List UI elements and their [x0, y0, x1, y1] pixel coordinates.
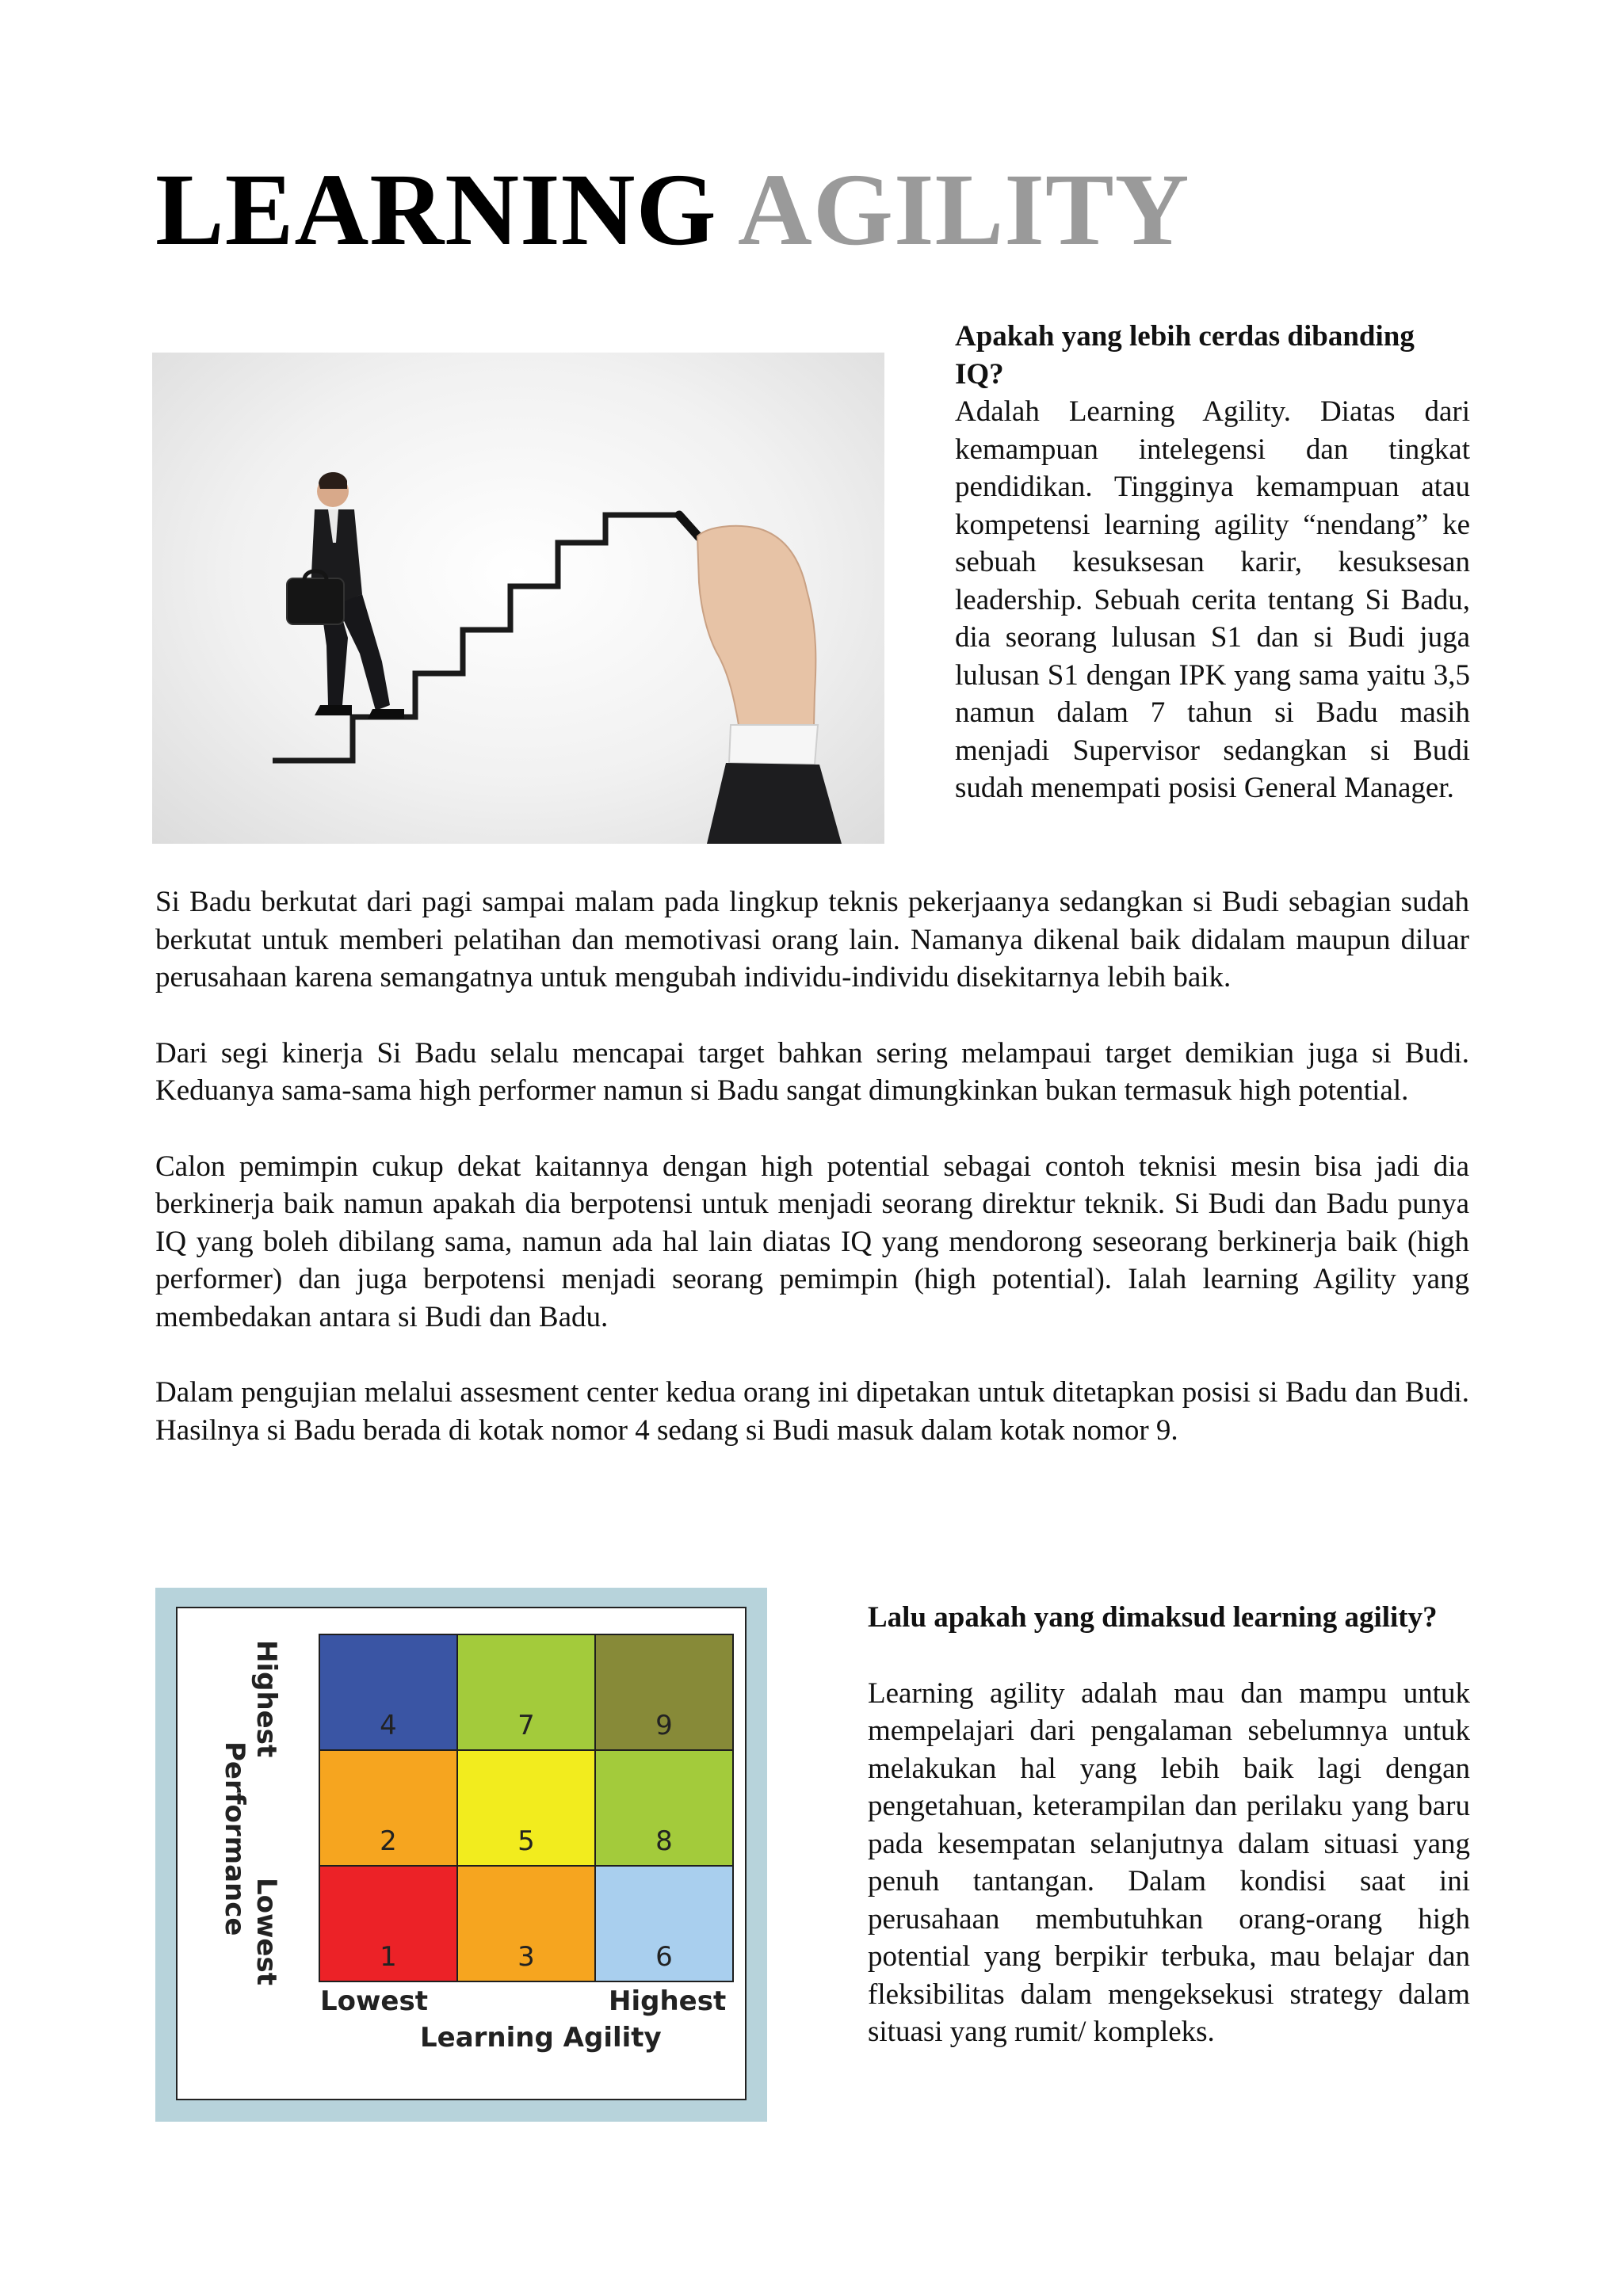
matrix-cell: 3	[456, 1865, 596, 1982]
paragraph-1: Si Badu berkutat dari pagi sampai malam pada lingkup teknis pekerjaanya sedangkan si Budi sebagian sudah berkutat untuk memberi pelatihan dan memotivasi orang lain. Namanya dikenal baik didalam maupun diluar perusahaan karena semangatnya untuk mengubah individu-individu disekitarnya lebih baik.	[155, 886, 1469, 994]
intro-section	[955, 318, 1470, 807]
x-axis-low-label: Lowest	[320, 1985, 428, 2017]
nine-box-matrix-figure	[155, 1588, 767, 2122]
x-axis-high-label: Highest	[609, 1985, 727, 2017]
matrix-cell: 7	[456, 1634, 596, 1751]
body-paragraphs	[155, 883, 1469, 1449]
definition-section	[868, 1599, 1470, 2051]
matrix-cell: 4	[319, 1634, 458, 1751]
page-title	[155, 153, 1190, 267]
intro-body: Adalah Learning Agility. Diatas dari kemampuan intelegensi dan tingkat pendidikan. Tingginya kemampuan atau kompetensi learning agility “nendang” ke sebuah kesuksesan karir, kesuksesan leadership. Sebuah cerita tentang Si Badu, dia seorang lulusan S1 dan si Budi juga lulusan S1 dengan IPK yang sama yaitu 3,5 namun dalam 7 tahun si Badu masih menjadi Supervisor sedangkan si Budi sudah menempati posisi General Manager.	[955, 395, 1470, 804]
definition-body: Learning agility adalah mau dan mampu untuk mempelajari dari pengalaman sebelumnya untuk melakukan hal yang lebih baik lagi dengan pengetahuan, keterampilan dan perilaku yang baru pada kesempatan selanjutnya dalam situasi yang penuh tantangan. Dalam kondisi saat ini perusahaan membutuhkan orang-orang high potential yang berpikir terbuka, mau belajar dan fleksibilitas dalam mengeksekusi strategy dalam situasi yang rumit/ kompleks.	[868, 1676, 1470, 2048]
stairs-drawing	[152, 353, 884, 844]
matrix-cell: 2	[319, 1749, 458, 1867]
title-part-1: LEARNING	[155, 153, 717, 267]
matrix-cell: 1	[319, 1865, 458, 1982]
nine-box-matrix	[176, 1607, 747, 2100]
matrix-cell: 8	[594, 1749, 734, 1867]
matrix-cell: 5	[456, 1749, 596, 1867]
paragraph-4: Dalam pengujian melalui assesment center kedua orang ini dipetakan untuk ditetapkan posisi si Badu dan Budi. Hasilnya si Badu berada di kotak nomor 4 sedang si Budi masuk dalam kotak nomor 9.	[155, 1376, 1469, 1447]
y-axis-title: Performance	[219, 1741, 250, 1936]
definition-heading: Lalu apakah yang dimaksud learning agility?	[868, 1601, 1438, 1634]
title-part-2: AGILITY	[737, 153, 1190, 267]
matrix-cell: 6	[594, 1865, 734, 1982]
paragraph-3: Calon pemimpin cukup dekat kaitannya dengan high potential sebagai contoh teknisi mesin bisa jadi dia berkinerja baik namun apakah dia berpotensi untuk menjadi seorang direktur teknik. Si Budi dan Badu punya IQ yang boleh dibilang sama, namun ada hal lain diatas IQ yang mendorong seseorang berkinerja baik (high performer) dan juga berpotensi menjadi seorang pemimpin (high potential). Ialah learning Agility yang membedakan antara si Budi dan Badu.	[155, 1150, 1469, 1333]
intro-heading: Apakah yang lebih cerdas dibanding IQ?	[955, 320, 1415, 391]
matrix-cell: 9	[594, 1634, 734, 1751]
y-axis-high-label: Highest	[250, 1640, 282, 1758]
stairs-illustration	[152, 353, 884, 844]
paragraph-2: Dari segi kinerja Si Badu selalu mencapai target bahkan sering melampaui target demikian juga si Budi. Keduanya sama-sama high performer namun si Badu sangat dimungkinkan bukan termasuk high potential.	[155, 1036, 1469, 1107]
y-axis-low-label: Lowest	[250, 1878, 282, 1985]
x-axis-title: Learning Agility	[420, 2022, 662, 2054]
